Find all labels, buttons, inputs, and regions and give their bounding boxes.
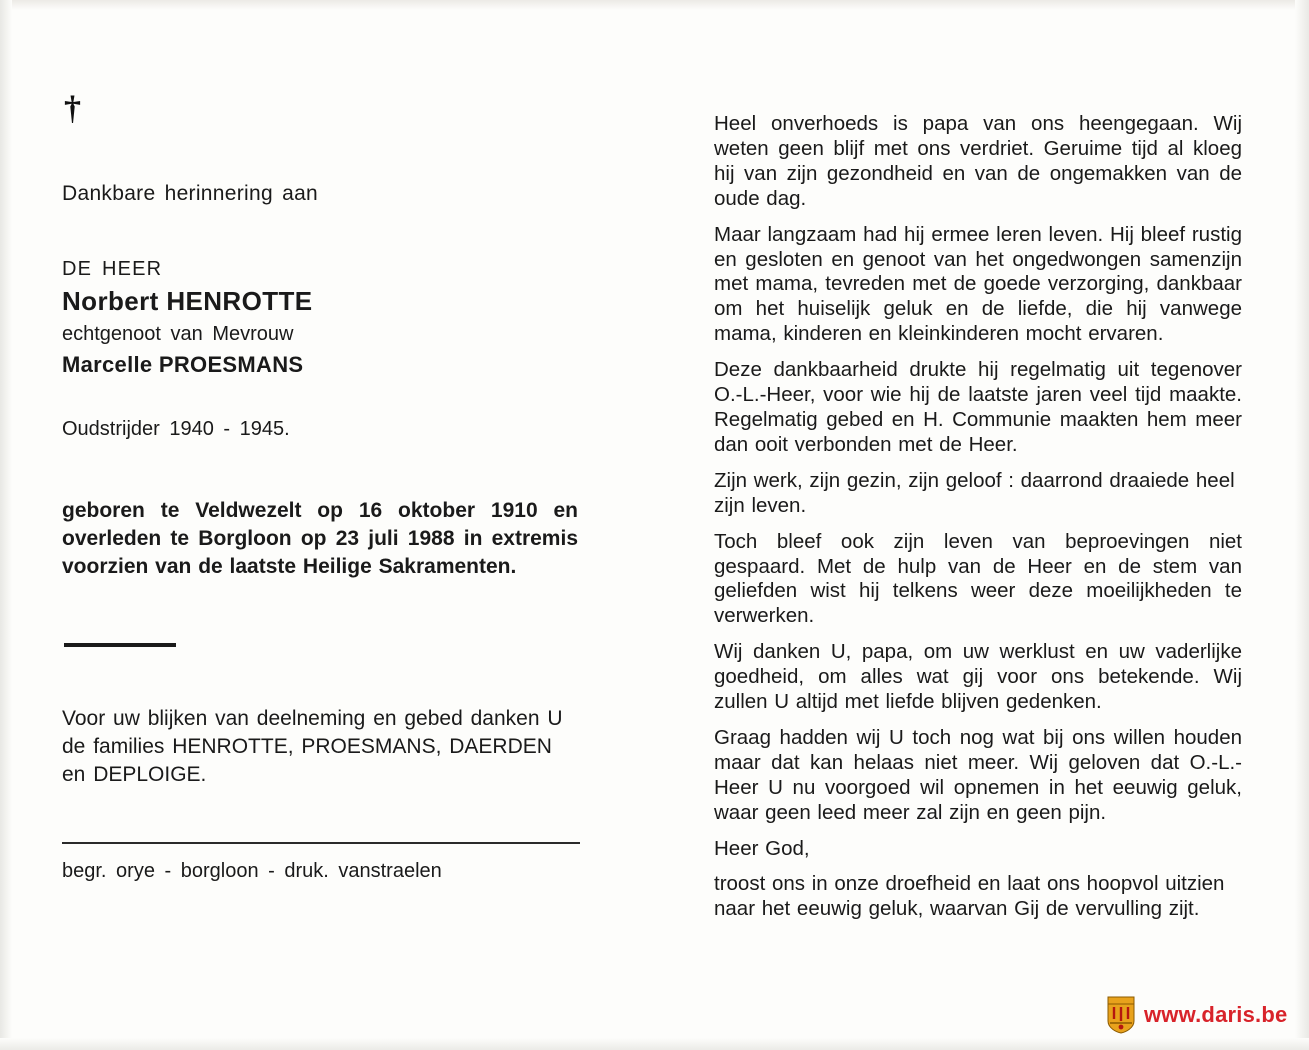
- divider-long: [62, 842, 580, 844]
- paragraph: Graag hadden wij U toch nog wat bij ons willen houden maar dat kan helaas niet meer. Wij geloven dat O.-L.-Heer U nu voorgoed wil opnemen in het eeuwig geluk, waar geen leed meer zal zijn en geen pijn.: [714, 725, 1242, 824]
- scan-edge-bottom: [0, 1038, 1309, 1050]
- thanks-text: Voor uw blijken van deelneming en gebed danken U de families HENROTTE, PROESMANS, DAERDEN en DEPLOIGE.: [62, 706, 563, 787]
- deceased-name: Norbert HENROTTE: [62, 286, 313, 316]
- heraldic-shield-icon: [1104, 995, 1138, 1035]
- paragraph: Toch bleef ook zijn leven van beproevingen niet gespaard. Met de hulp van de Heer en de stem van geliefden wist hij telkens weer deze moeilijkheden te verwerken.: [714, 529, 1242, 628]
- scan-edge-right: [1295, 0, 1309, 1050]
- paragraph: Zijn werk, zijn gezin, zijn geloof : daarrond draaiede heel zijn leven.: [714, 468, 1235, 517]
- paragraph: Heel onverhoeds is papa van ons heengegaan. Wij weten geen blijf met ons verdriet. Geruime tijd al kloeg hij van zijn gezondheid en van de ongemakken van de oude dag.: [714, 112, 1242, 210]
- watermark: [1104, 995, 1287, 1035]
- scan-edge-left: [0, 0, 12, 1050]
- paragraph: troost ons in onze droefheid en laat ons hoopvol uitzien naar het eeuwig geluk, waarvan Gij de vervulling zijt.: [714, 872, 1225, 921]
- spouse-name: Marcelle PROESMANS: [62, 352, 304, 377]
- scan-edge-top: [0, 0, 1309, 10]
- paragraph: Maar langzaam had hij ermee leren leven. Hij bleef rustig en gesloten en genoot van het ongedwongen samenzijn met mama, tevreden met de goede verzorging, dankbaar om het huiselijk geluk en de liefde, die hij vanwege mama, kinderen en kleinkinderen mocht ervaren.: [714, 222, 1242, 346]
- prayer-address: Heer God,: [714, 836, 810, 860]
- spouse-intro: echtgenoot van Mevrouw: [62, 323, 294, 345]
- paragraph: Deze dankbaarheid drukte hij regelmatig uit tegenover O.-L.-Heer, voor wie hij de laatste jaren veel tijd maakte. Regelmatig gebed en H. Communie maakten hem meer dan ooit verbonden met de Heer.: [714, 358, 1242, 456]
- honorific: DE HEER: [62, 258, 163, 280]
- lead-line: Dankbare herinnering aan: [62, 182, 319, 205]
- birth-death-text: geboren te Veldwezelt op 16 oktober 1910 en overleden te Borgloon op 23 juli 1988 in extremis voorzien van de laatste Heilige Sakramenten.: [62, 499, 578, 578]
- cross-icon: †: [64, 90, 81, 127]
- printer-line: begr. orye - borgloon - druk. vanstraelen: [62, 859, 442, 882]
- left-panel: [62, 92, 582, 883]
- right-panel: [714, 112, 1242, 922]
- watermark-url[interactable]: www.daris.be: [1144, 1002, 1288, 1027]
- veteran-line: Oudstrijder 1940 - 1945.: [62, 418, 290, 440]
- divider-short: [64, 643, 176, 647]
- paragraph: Wij danken U, papa, om uw werklust en uw vaderlijke goedheid, om alles wat gij voor ons betekende. Wij zullen U altijd met liefde blijven gedenken.: [714, 640, 1242, 714]
